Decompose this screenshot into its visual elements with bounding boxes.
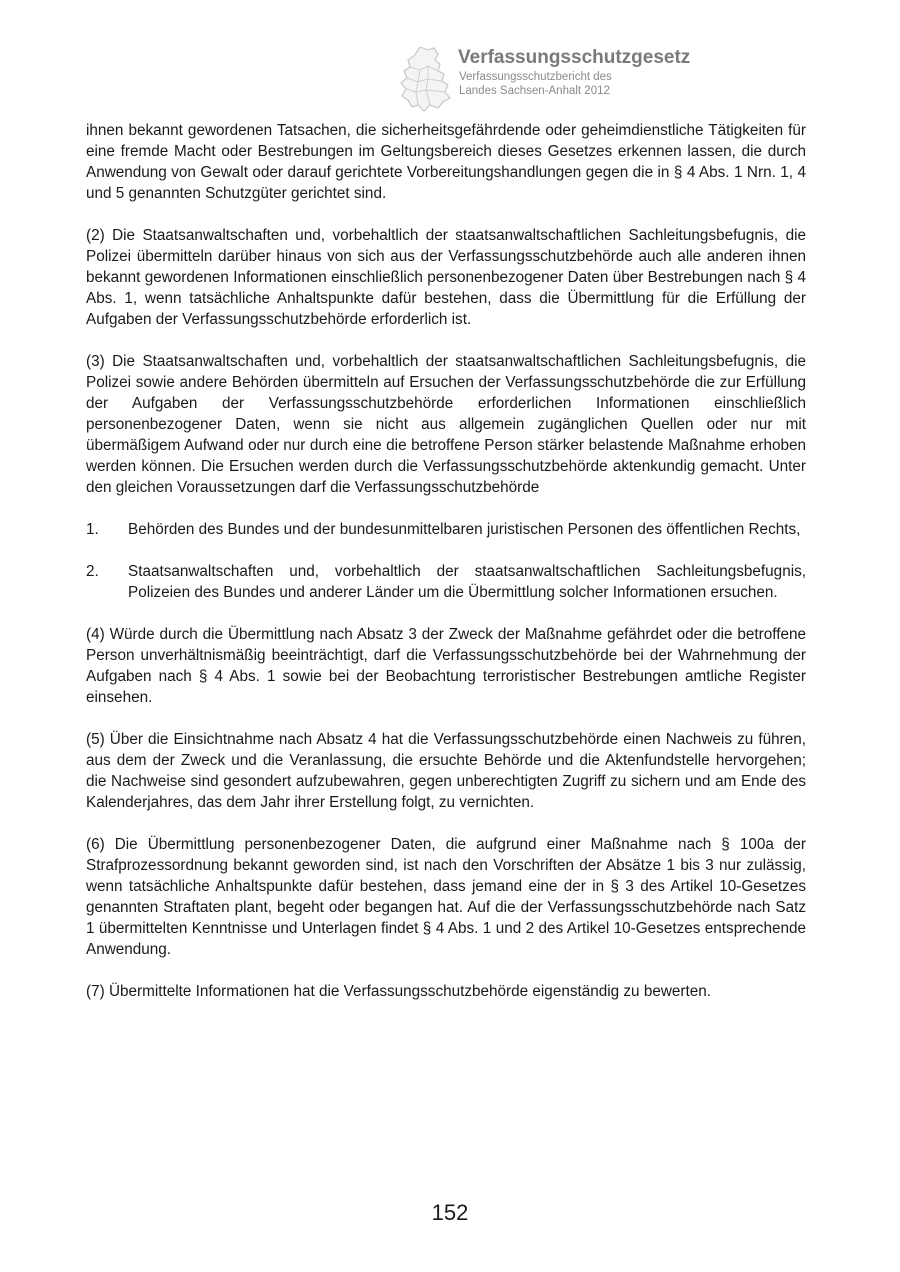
header-title: Verfassungsschutzgesetz (458, 47, 691, 68)
paragraph-5: (5) Über die Einsichtnahme nach Absatz 4 hat die Verfassungsschutzbehörde einen Nachweis zu führen, aus dem der Zweck und die Veranlassung, die ersuchte Behörde und die Aktenfundstelle hervorgehen; die Nachweise sind gesondert aufzubewahren, gegen unberechtigten Zugriff zu sichern und am Ende des Kalenderjahres, das dem Jahr ihrer Erstellung folgt, zu vernichten. (86, 731, 806, 811)
saxony-anhalt-map-logo-icon (398, 44, 458, 114)
list-item-text: Behörden des Bundes und der bundesunmittelbaren juristischen Personen des öffentlichen Rechts, (128, 521, 801, 538)
list-item-number: 1. (86, 521, 99, 538)
list-item-number: 2. (86, 563, 99, 580)
list-item-text: Staatsanwaltschaften und, vorbehaltlich der staatsanwaltschaftlichen Sachleitungsbefugnis, Polizeien des Bundes und anderer Länder um die Übermittlung solcher Informationen ersuchen. (128, 563, 806, 601)
header-subtitle-line1: Verfassungsschutzbericht des (459, 71, 612, 83)
page-header (398, 44, 818, 114)
header-subtitle-line2: Landes Sachsen-Anhalt 2012 (459, 85, 610, 97)
list-item (86, 561, 806, 603)
paragraph-7: (7) Übermittelte Informationen hat die Verfassungsschutzbehörde eigenständig zu bewerten. (86, 983, 711, 1000)
paragraph-6: (6) Die Übermittlung personenbezogener Daten, die aufgrund einer Maßnahme nach § 100a der Strafprozessordnung bekannt geworden sind, ist nach den Vorschriften der Absätze 1 bis 3 nur zulässig, wenn tatsächliche Anhaltspunkte dafür bestehen, dass jemand eine der in § 3 des Artikel 10-Gesetzes genannten Straftaten plant, begeht oder begangen hat. Auf die der Verfassungsschutzbehörde nach Satz 1 übermittelten Kenntnisse und Unterlagen findet § 4 Abs. 1 und 2 des Artikel 10-Gesetzes entsprechende Anwendung. (86, 836, 806, 958)
paragraph-4: (4) Würde durch die Übermittlung nach Absatz 3 der Zweck der Maßnahme gefährdet oder die betroffene Person unverhältnismäßig beeinträchtigt, darf die Verfassungsschutzbehörde bei der Wahrnehmung der Aufgaben nach § 4 Abs. 1 sowie bei der Beobachtung terroristischer Bestrebungen amtliche Register einsehen. (86, 626, 806, 706)
paragraph-continuation: ihnen bekannt gewordenen Tatsachen, die sicherheitsgefährdende oder geheimdienstliche Tätigkeiten für eine fremde Macht oder Bestrebungen im Geltungsbereich dieses Gesetzes erkennen lassen, die durch Anwendung von Gewalt oder darauf gerichtete Vorbereitungshandlungen gegen die in § 4 Abs. 1 Nrn. 1, 4 und 5 genannten Schutzgüter gerichtet sind. (86, 122, 806, 202)
document-body (86, 120, 806, 1023)
list-item (86, 519, 806, 540)
page-number: 152 (431, 1200, 469, 1225)
paragraph-2: (2) Die Staatsanwaltschaften und, vorbehaltlich der staatsanwaltschaftlichen Sachleitungsbefugnis, die Polizei übermitteln darüber hinaus von sich aus der Verfassungsschutzbehörde auch alle anderen ihnen bekannt gewordenen Informationen einschließlich personenbezogener Daten über Bestrebungen nach § 4 Abs. 1, wenn tatsächliche Anhaltspunkte dafür bestehen, dass die Übermittlung für die Erfüllung der Aufgaben der Verfassungsschutzbehörde erforderlich ist. (86, 227, 806, 328)
paragraph-3: (3) Die Staatsanwaltschaften und, vorbehaltlich der staatsanwaltschaftlichen Sachleitungsbefugnis, die Polizei sowie andere Behörden übermitteln auf Ersuchen der Verfassungsschutzbehörde die zur Erfüllung der Aufgaben der Verfassungsschutzbehörde erforderlichen Informationen einschließlich personenbezogener Daten, wenn sie nicht aus allgemein zugänglichen Quellen oder nur mit übermäßigem Aufwand oder nur durch eine die betroffene Person stärker belastende Maßnahme erhoben werden können. Die Ersuchen werden durch die Verfassungsschutzbehörde aktenkundig gemacht. Unter den gleichen Voraussetzungen darf die Verfassungsschutzbehörde (86, 353, 806, 496)
